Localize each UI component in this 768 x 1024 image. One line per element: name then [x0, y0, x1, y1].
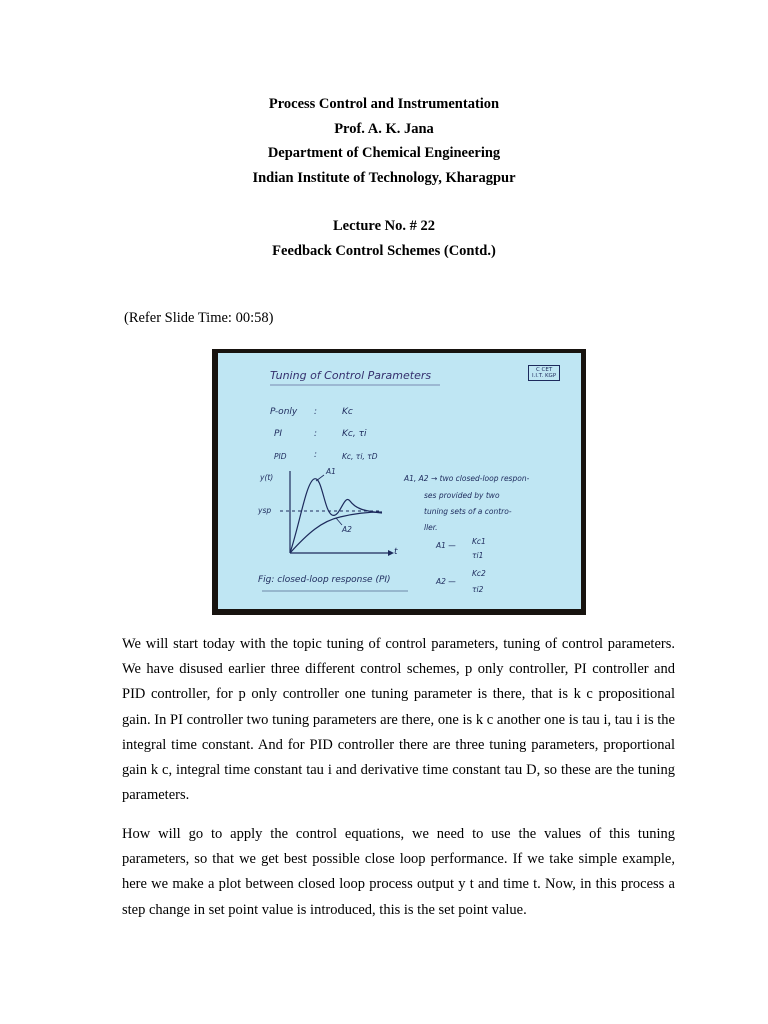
pi-params: Kc, τi [342, 429, 367, 439]
setpoint-label: ysp [258, 506, 272, 515]
iit-logo [528, 365, 560, 381]
a2-kc: Kc2 [472, 569, 486, 578]
document-header [0, 92, 768, 263]
header-gap [0, 190, 768, 214]
lecture-slide-image [212, 349, 586, 615]
a1-curve-label: A1 [326, 467, 336, 476]
pid-sep: : [314, 450, 318, 460]
a2-pointer [336, 518, 342, 525]
paragraph-2: How will go to apply the control equations, we need to use the values of this tuning parameters, so that we get best possible close loop performance. If we take simple example, here we make a plot between closed loop process output y t and time t. Now, in this process a step change in set point value is introduced, this is the set point value. [122, 826, 675, 918]
a1-tau: τi1 [472, 551, 484, 560]
slide-title: Tuning of Control Parameters [270, 369, 432, 382]
p-only-label: P-only [270, 407, 298, 417]
p-only-params: Kc [342, 407, 353, 417]
institute-name: Indian Institute of Technology, Kharagpur [252, 169, 516, 186]
department-name: Department of Chemical Engineering [267, 145, 501, 161]
lecture-topic: Feedback Control Schemes (Contd.) [272, 242, 496, 259]
a2-curve-label: A2 [342, 525, 352, 534]
note-line-1: A1, A2 → two closed-loop respon- [404, 474, 530, 483]
logo-line-2: I.I.T. KGP [532, 373, 557, 379]
p-only-sep: : [314, 407, 318, 417]
note-line-2: ses provided by two [424, 491, 500, 500]
paragraph-1: We will start today with the topic tuning of control parameters, tuning of control parameters. We have disused earlier three different control schemes, p only controller, PI controller and PID controller, for p only controller one tuning parameter is there, that is k c propositional gain. In PI controller two tuning parameters are there, one is k c another one is tau i, tau i is the integral time constant. And for PID controller there are three tuning parameters, proportional gain k c, integral time constant tau i and derivative time constant tau D, so these are the tuning parameters. [122, 636, 675, 804]
lecture-number: Lecture No. # 22 [332, 218, 436, 234]
a1-kc: Kc1 [472, 537, 486, 546]
t-axis-label: t [394, 547, 398, 557]
pi-label: PI [274, 429, 283, 439]
note-line-3: tuning sets of a contro- [424, 507, 512, 516]
y-axis-label: y(t) [260, 473, 274, 482]
figure-caption: Fig: closed-loop response (PI) [258, 575, 391, 585]
pid-params: Kc, τi, τD [342, 452, 378, 461]
logo-line-1: C CET [535, 367, 553, 373]
pid-label: PID [274, 452, 287, 461]
pi-sep: : [314, 429, 318, 439]
note-line-4: ller. [424, 523, 438, 532]
a2-mapping: A2 — [436, 577, 456, 586]
slide-screen [218, 353, 581, 609]
a2-tau: τi2 [472, 585, 484, 594]
course-title: Process Control and Instrumentation [268, 96, 500, 112]
response-curve-a1 [290, 479, 382, 553]
a1-pointer [316, 475, 324, 481]
professor-name: Prof. A. K. Jana [334, 120, 434, 137]
refer-slide-time: (Refer Slide Time: 00:58) [124, 310, 274, 326]
a1-mapping: A1 — [436, 541, 456, 550]
